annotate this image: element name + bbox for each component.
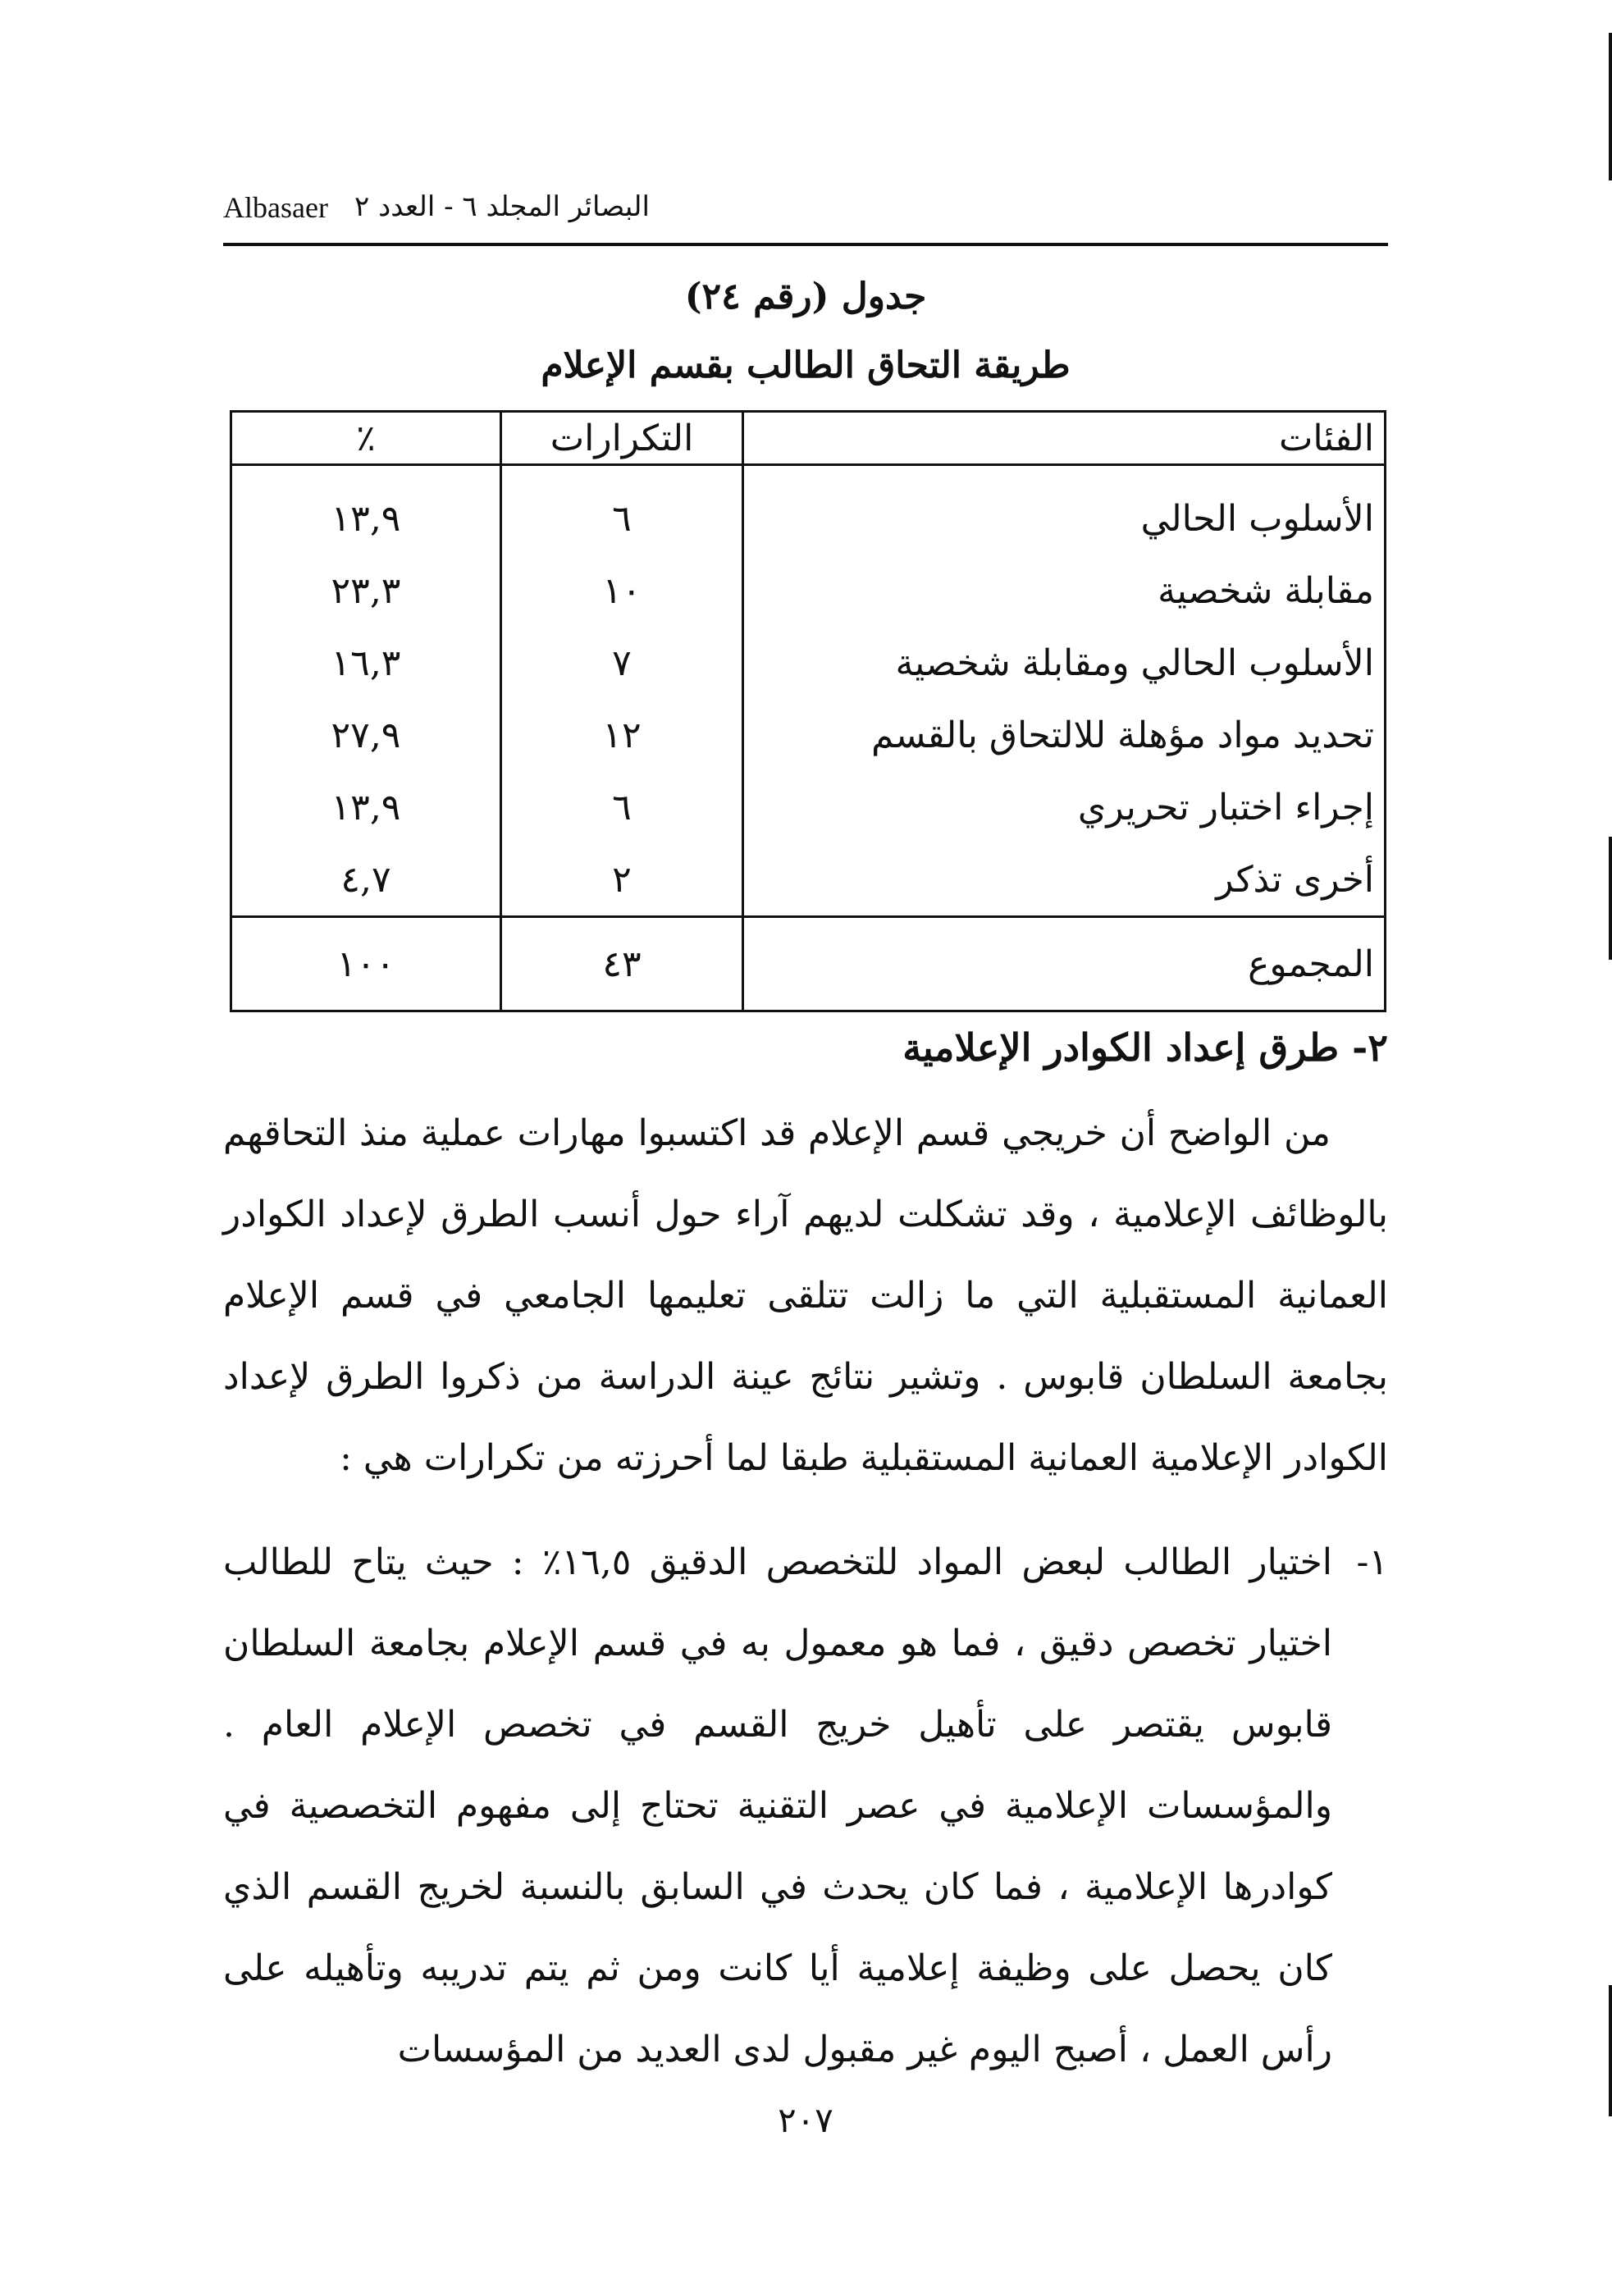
column-header-categories: الفئات [743,412,1386,465]
row-percent: ٤,٧ [231,843,501,917]
header-rule [223,243,1388,246]
table-caption-number: جدول (رقم ٢٤) [684,276,927,317]
table-row [231,627,1386,699]
column-header-frequencies: التكرارات [501,412,743,465]
row-category: تحديد مواد مؤهلة للالتحاق بالقسم [743,699,1386,771]
row-percent: ٢٧,٩ [231,699,501,771]
row-frequency: ١٢ [501,699,743,771]
row-percent: ٢٣,٣ [231,555,501,627]
list-item [223,1522,1388,2090]
row-frequency: ٦ [501,465,743,555]
row-frequency: ١٠ [501,555,743,627]
page-number: ٢٠٧ [778,2100,833,2140]
journal-name-arabic: البصائر المجلد ٦ - العدد ٢ [354,190,650,223]
row-percent: ١٦,٣ [231,627,501,699]
list-item-number: ١- [1356,1541,1388,1583]
row-frequency: ٦ [501,771,743,843]
table-caption-title: طريقة التحاق الطالب بقسم الإعلام [541,345,1071,386]
column-header-percent: ٪ [231,412,501,465]
table-header-row [231,412,1386,465]
total-category: المجموع [743,917,1386,1011]
running-header [223,185,1388,235]
row-category: أخرى تذكر [743,843,1386,917]
row-frequency: ٢ [501,843,743,917]
row-percent: ١٣,٩ [231,771,501,843]
table-row [231,843,1386,917]
body-paragraph: من الواضح أن خريجي قسم الإعلام قد اكتسبوا مهارات عملية منذ التحاقهم بالوظائف الإعلامية ، وقد تشكلت لديهم آراء حول أنسب الطرق لإعداد الكوادر العمانية المستقبلية التي ما زالت تتلقى تعليمها الجامعي في قسم الإعلام بجامعة السلطان قابوس . وتشير نتائج عينة الدراسة من ذكروا الطرق لإعداد الكوادر الإعلامية العمانية المستقبلية طبقا لما أحرزته من تكرارات هي : [223,1112,1388,1479]
row-frequency: ٧ [501,627,743,699]
table-row [231,699,1386,771]
total-percent: ١٠٠ [231,917,501,1011]
table-row [231,555,1386,627]
scan-edge-mark-top [1609,33,1612,180]
section-heading: ٢- طرق إعداد الكوادر الإعلامية [902,1025,1388,1070]
row-category: إجراء اختبار تحريري [743,771,1386,843]
table-total-row [231,917,1386,1011]
scan-edge-mark-bottom [1609,1985,1612,2116]
journal-name-latin: Albasaer [223,191,328,224]
table-row [231,771,1386,843]
row-category: الأسلوب الحالي [743,465,1386,555]
list-item-text: اختيار الطالب لبعض المواد للتخصص الدقيق ١٦,٥٪ : حيث يتاح للطالب اختيار تخصص دقيق ، فما هو معمول به في قسم الإعلام بجامعة السلطان قابوس يقتصر على تأهيل خريج القسم في تخصص الإعلام العام . والمؤسسات الإعلامية في عصر التقنية تحتاج إلى مفهوم التخصصية في كوادرها الإعلامية ، فما كان يحدث في السابق بالنسبة لخريج القسم الذي كان يحصل على وظيفة إعلامية أيا كانت ومن ثم يتم تدريبه وتأهيله على رأس العمل ، أصبح اليوم غير مقبول لدى العديد من المؤسسات [223,1541,1333,2070]
data-table [230,410,1386,1012]
total-frequency: ٤٣ [501,917,743,1011]
row-category: الأسلوب الحالي ومقابلة شخصية [743,627,1386,699]
table-row [231,465,1386,555]
scan-edge-mark-mid [1609,837,1612,960]
row-category: مقابلة شخصية [743,555,1386,627]
row-percent: ١٣,٩ [231,465,501,555]
